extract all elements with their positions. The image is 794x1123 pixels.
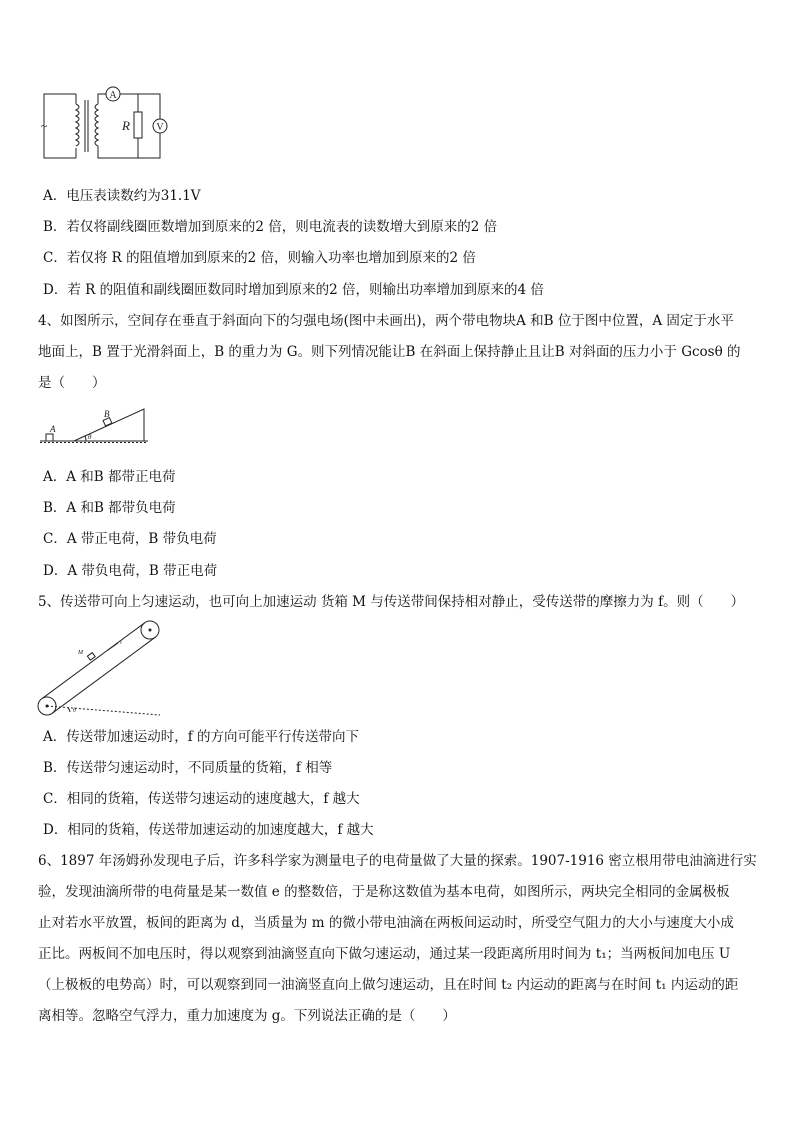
ammeter-label: A xyxy=(109,90,117,101)
q4-option-d: D．A 带负电荷，B 带正电荷 xyxy=(43,563,218,579)
q4-option-b: B．A 和B 都带负电荷 xyxy=(43,500,176,516)
q6-line-5: （上极板的电势高）时，可以观察到同一油滴竖直向上做匀速运动，且在时间 t₂ 内运动的距离与在时间 t₁ 内运动的距 xyxy=(38,977,739,993)
ac-source-icon: ~ xyxy=(40,119,48,133)
q3-option-a: A．电压表读数约为31.1V xyxy=(43,188,201,204)
transformer-circuit-figure xyxy=(36,86,176,164)
q4-stem-line-1: 4、如图所示，空间存在垂直于斜面向下的匀强电场(图中未画出)，两个带电物块A 和B 位于图中位置，A 固定于水平 xyxy=(38,313,734,329)
q6-line-2: 验，发现油滴所带的电荷量是某一数值 e 的整数倍，于是称这数值为基本电荷，如图所示，两块完全相同的金属极板 xyxy=(38,884,730,900)
q6-line-3: 止对若水平放置，板间的距离为 d，当质量为 m 的微小带电油滴在两板间运动时，所受空气阻力的大小与速度大小成 xyxy=(38,915,734,931)
q4-stem-line-3: 是（ ） xyxy=(38,375,106,391)
resistor-label: R xyxy=(122,118,130,133)
voltmeter-label: V xyxy=(156,122,164,133)
q4-stem-line-2: 地面上，B 置于光滑斜面上，B 的重力为 G。则下列情况能让B 在斜面上保持静止且让B 对斜面的压力小于 Gcosθ 的 xyxy=(38,344,741,360)
q4-option-a: A．A 和B 都带正电荷 xyxy=(43,469,176,485)
q4-label-a: A xyxy=(50,424,56,434)
q5-stem: 5、传送带可向上匀速运动，也可向上加速运动 货箱 M 与传送带间保持相对静止，受传送带的摩擦力为 f。则（ ） xyxy=(38,594,745,610)
q4-label-theta: θ xyxy=(88,433,92,441)
q5-option-a: A．传送带加速运动时，f 的方向可能平行传送带向下 xyxy=(43,729,360,745)
q6-line-4: 正比。两板间不加电压时，得以观察到油滴竖直向下做匀速运动，通过某一段距离所用时间为 t₁；当两板间加电压 U xyxy=(38,946,731,962)
q5-label-v: v xyxy=(120,641,123,646)
q6-line-6: 离相等。忽略空气浮力，重力加速度为 g。下列说法正确的是（ ） xyxy=(38,1008,456,1024)
q3-option-b: B．若仅将副线圈匝数增加到原来的2 倍，则电流表的读数增大到原来的2 倍 xyxy=(43,219,498,235)
q5-option-b: B．传送带匀速运动时，不同质量的货箱，f 相等 xyxy=(43,760,333,776)
q6-line-1: 6、1897 年汤姆孙发现电子后，许多科学家为测量电子的电荷量做了大量的探索。1907-1916 密立根用带电油滴进行实 xyxy=(38,853,757,869)
q3-option-d: D．若 R 的阻值和副线圈匝数同时增加到原来的2 倍，则输出功率增加到原来的4 倍 xyxy=(43,282,544,298)
q5-label-m: M xyxy=(78,650,83,656)
q4-option-c: C．A 带正电荷，B 带负电荷 xyxy=(43,531,217,547)
q5-conveyor-figure xyxy=(36,616,160,720)
q5-option-c: C．相同的货箱，传送带匀速运动的速度越大，f 越大 xyxy=(43,791,360,807)
q5-option-d: D．相同的货箱，传送带加速运动的加速度越大，f 越大 xyxy=(43,822,374,838)
q3-option-c: C．若仅将 R 的阻值增加到原来的2 倍，则输入功率也增加到原来的2 倍 xyxy=(43,250,476,266)
q4-label-b: B xyxy=(104,409,110,419)
q4-incline-figure xyxy=(40,405,152,445)
q5-label-theta: θ xyxy=(73,708,76,714)
